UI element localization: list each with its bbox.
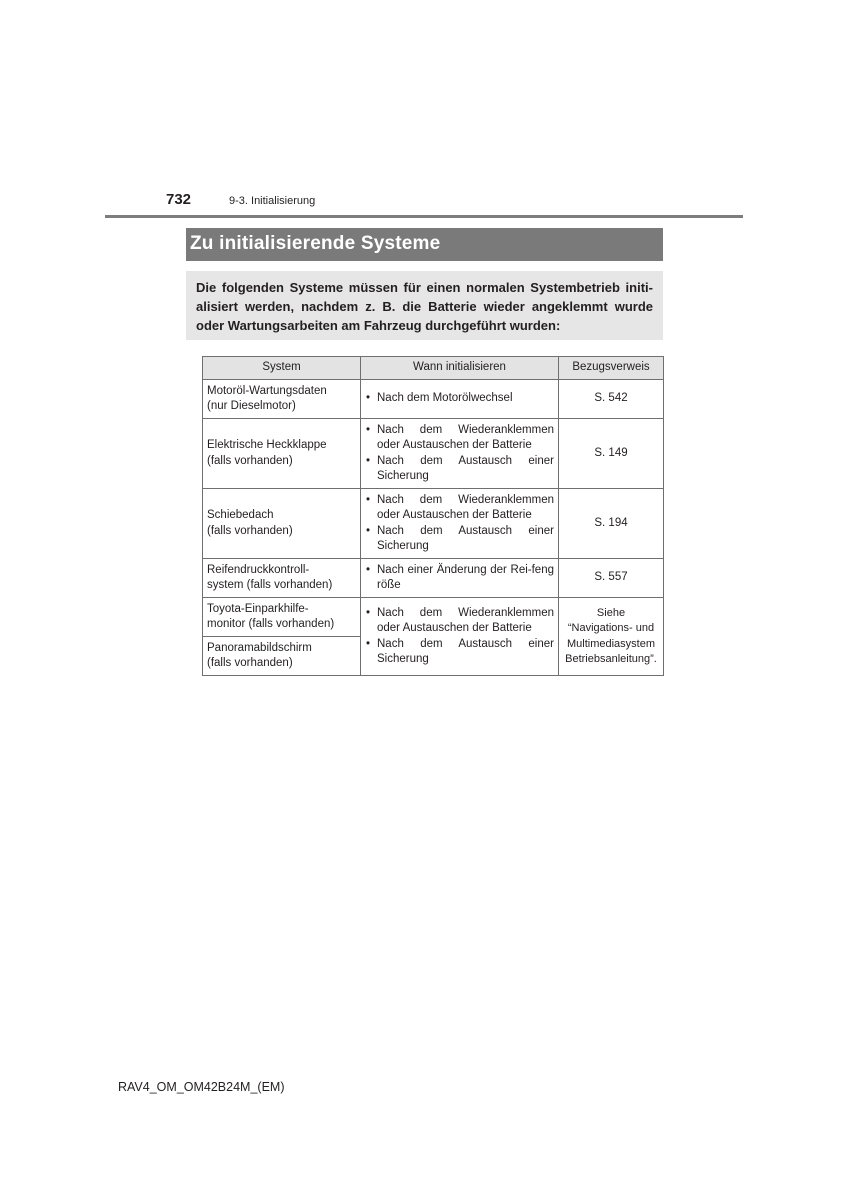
when-cell (361, 419, 559, 489)
bullet-item: • Nach dem Austausch einer Sicherung (365, 524, 554, 555)
intro-line: Die folgenden Systeme müssen für einen normalen Systembetrieb initi- (196, 280, 653, 295)
page-number: 732 (166, 191, 192, 208)
system-cell: Toyota-Einparkhilfe- monitor (falls vorhanden) (203, 598, 361, 637)
document-code: RAV4_OM_OM42B24M_(EM) (118, 1080, 285, 1094)
table-row (203, 380, 664, 419)
section-label: 9-3. Initialisierung (229, 195, 316, 207)
systems-table (202, 356, 664, 676)
header-system: System (203, 357, 361, 380)
bullet-item: • Nach einer Änderung der Rei-fengröße (365, 563, 554, 594)
intro-line: alisiert werden, nachdem z. B. die Batterie wieder angeklemmt wurde (196, 299, 653, 314)
section-title: Zu initialisierende Systeme (190, 233, 441, 254)
when-cell (361, 559, 559, 598)
bullet-item: • Nach dem Wiederanklemmen oder Austauschen der Batterie (365, 606, 554, 637)
header-when: Wann initialisieren (361, 357, 559, 380)
reference-cell: S. 194 (559, 489, 664, 559)
reference-cell: S. 149 (559, 419, 664, 489)
header-rule (105, 215, 743, 218)
bullet-item: • Nach dem Austausch einer Sicherung (365, 454, 554, 485)
bullet-item: • Nach dem Wiederanklemmen oder Austauschen der Batterie (365, 493, 554, 524)
when-cell (361, 489, 559, 559)
bullet-item: • Nach dem Motorölwechsel (365, 391, 554, 407)
table-row (203, 598, 664, 637)
system-cell: Reifendruckkontroll- system (falls vorhanden) (203, 559, 361, 598)
system-cell: Elektrische Heckklappe (falls vorhanden) (203, 419, 361, 489)
when-cell (361, 380, 559, 419)
reference-cell: S. 557 (559, 559, 664, 598)
bullet-item: • Nach dem Wiederanklemmen oder Austauschen der Batterie (365, 423, 554, 454)
reference-cell: S. 542 (559, 380, 664, 419)
section-title-bar (186, 228, 663, 261)
system-cell: Motoröl-Wartungsdaten (nur Dieselmotor) (203, 380, 361, 419)
bullet-item: • Nach dem Austausch einer Sicherung (365, 637, 554, 668)
system-cell: Panoramabildschirm (falls vorhanden) (203, 637, 361, 676)
intro-line: oder Wartungsarbeiten am Fahrzeug durchgeführt wurden: (196, 318, 561, 333)
when-cell (361, 598, 559, 676)
reference-cell: Siehe “Navigations- und Multimediasystem Betriebsanleitung”. (559, 598, 664, 676)
table-row (203, 489, 664, 559)
table-row (203, 419, 664, 489)
table-row (203, 559, 664, 598)
table-header-row (203, 357, 664, 380)
system-cell: Schiebedach (falls vorhanden) (203, 489, 361, 559)
intro-box (186, 271, 663, 340)
header-reference: Bezugsverweis (559, 357, 664, 380)
